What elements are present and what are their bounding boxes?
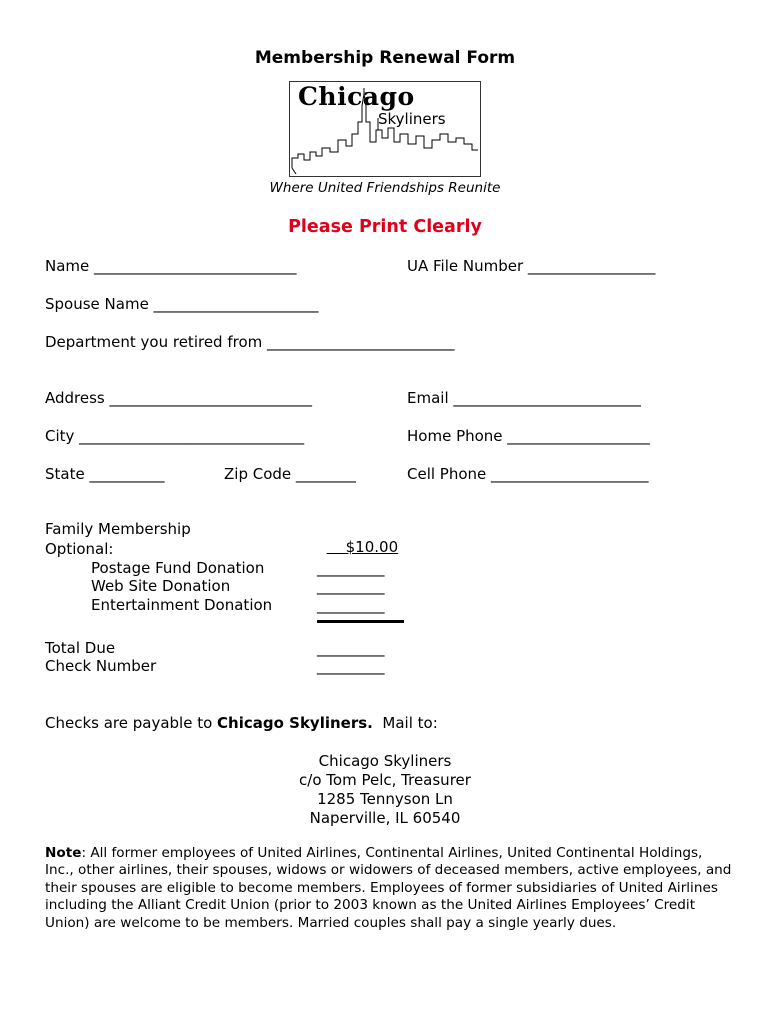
total-due-blank[interactable]: _________ [317,639,385,657]
note-label: Note [45,845,82,861]
mailing-address-line1: Chicago Skyliners [318,752,452,770]
name-field[interactable]: Name ___________________________ [45,257,297,275]
department-field[interactable]: Department you retired from _________________________ [45,333,455,351]
address-field[interactable]: Address ___________________________ [45,389,313,407]
optional-label: Optional: [45,540,114,558]
family-membership-label: Family Membership [45,520,191,538]
city-field[interactable]: City ______________________________ [45,427,305,445]
home-phone-field[interactable]: Home Phone ___________________ [407,427,650,445]
tagline: Where United Friendships Reunite [269,180,501,196]
total-due-label: Total Due [45,639,116,657]
logo-title: Chicago [298,82,415,111]
skyline-icon [290,82,480,176]
print-clearly-notice: Please Print Clearly [288,217,482,237]
form-title: Membership Renewal Form [254,48,516,68]
website-donation-label: Web Site Donation [91,577,231,595]
subtotal-divider [317,620,404,623]
cell-phone-field[interactable]: Cell Phone _____________________ [407,465,649,483]
entertainment-donation-label: Entertainment Donation [91,596,273,614]
spouse-name-field[interactable]: Spouse Name ______________________ [45,295,319,313]
state-field[interactable]: State __________ [45,465,165,483]
eligibility-note [45,845,735,932]
mailing-address-line3: 1285 Tennyson Ln [317,790,453,808]
ua-file-number-field[interactable]: UA File Number _________________ [407,257,656,275]
check-number-label: Check Number [45,657,157,675]
postage-donation-label: Postage Fund Donation [91,559,265,577]
chicago-skyliners-logo [289,81,481,177]
payee-name: Chicago Skyliners. [217,714,373,732]
family-membership-value: $10.00 [345,538,399,556]
postage-donation-blank[interactable]: _________ [317,559,385,577]
mailing-address-line2: c/o Tom Pelc, Treasurer [299,771,471,789]
payment-suffix: Mail to: [372,714,438,732]
entertainment-donation-blank[interactable]: _________ [317,596,385,614]
email-field[interactable]: Email _________________________ [407,389,641,407]
logo-subtitle: Skyliners [378,110,446,128]
zip-code-field[interactable]: Zip Code ________ [224,465,356,483]
family-membership-amount [317,520,398,556]
payment-instructions [45,714,438,732]
mailing-address-line4: Naperville, IL 60540 [309,809,461,827]
payment-prefix: Checks are payable to [45,714,218,732]
website-donation-blank[interactable]: _________ [317,577,385,595]
check-number-blank[interactable]: _________ [317,657,385,675]
note-text: : All former employees of United Airlines, Continental Airlines, United Continental Holdings, Inc., other airlines, their spouses, widows or widowers of deceased members, active employees, and their spouses are eligible to become members. Employees of former subsidiaries of United Airlines including the Alliant Credit Union (prior to 2003 known as the United Airlines Employees’ Credit Union) are welcome to be members. Married couples shall pay a single yearly dues. [45,845,732,931]
